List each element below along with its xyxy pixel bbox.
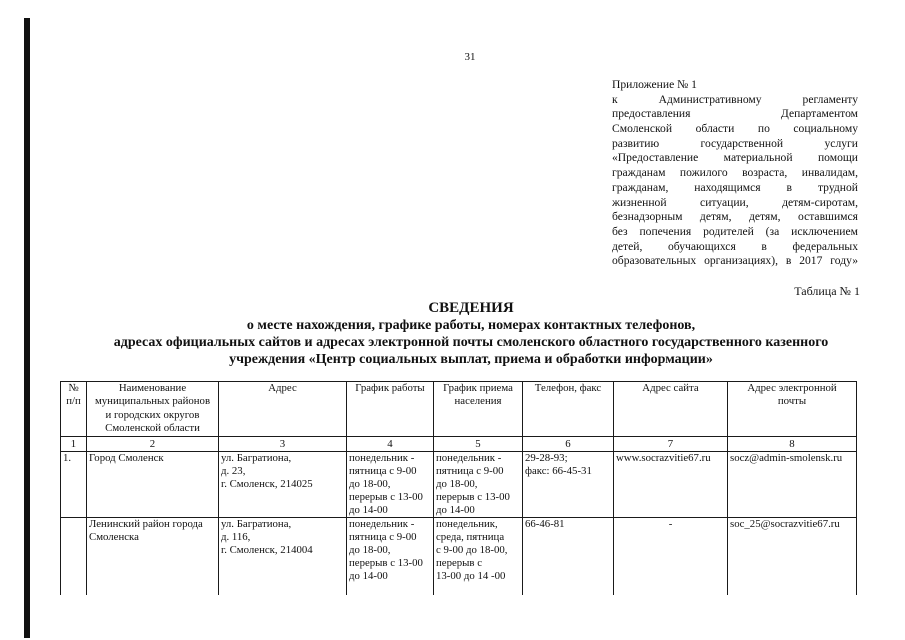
header-number: № п/п	[61, 382, 87, 437]
column-number: 7	[614, 437, 728, 452]
cell-website: -	[614, 518, 728, 595]
header-email: Адрес электронной почты	[728, 382, 857, 437]
header-address: Адрес	[219, 382, 347, 437]
cell-work-schedule: понедельник - пятница с 9-00 до 18-00, перерыв с 13-00 до 14-00	[347, 518, 434, 595]
appendix-line: Приложение № 1	[612, 78, 697, 91]
header-district-name: Наименование муниципальных районов и городских округов Смоленской области	[87, 382, 219, 437]
column-number: 4	[347, 437, 434, 452]
cell-work-schedule: понедельник - пятница с 9-00 до 18-00, перерыв с 13-00 до 14-00	[347, 452, 434, 518]
info-table	[60, 381, 857, 595]
cell-reception-schedule: понедельник, среда, пятница с 9-00 до 18-00, перерыв с 13-00 до 14 -00	[434, 518, 523, 595]
appendix-line: гражданам, находящимся в трудной	[612, 180, 858, 194]
appendix-line: «Предоставление материальной помощи	[612, 151, 858, 165]
document-subtitle-line: учреждения «Центр социальных выплат, приема и обработки информации»	[229, 352, 713, 367]
header-work-schedule: График работы	[347, 382, 434, 437]
appendix-line: безнадзорным детям, детям, оставшимся	[612, 210, 858, 224]
column-number: 8	[728, 437, 857, 452]
appendix-line: гражданам пожилого возраста, инвалидам,	[612, 166, 858, 180]
column-number: 3	[219, 437, 347, 452]
page-number: 31	[464, 51, 476, 63]
scan-edge-bar	[24, 18, 30, 638]
appendix-line: развитию государственной услуги	[612, 136, 858, 150]
cell-phone: 66-46-81	[523, 518, 614, 595]
table-label: Таблица № 1	[794, 284, 860, 298]
cell-district: Город Смоленск	[87, 452, 219, 518]
appendix-line: Смоленской области по социальному	[612, 122, 858, 136]
appendix-line: к Административному регламенту	[612, 92, 858, 106]
table-row	[61, 518, 857, 595]
document-title: СВЕДЕНИЯ	[428, 300, 514, 316]
cell-district: Ленинский район города Смоленска	[87, 518, 219, 595]
column-number: 6	[523, 437, 614, 452]
document-subtitle-line: адресах официальных сайтов и адресах электронной почты смоленского областного государственного казенного	[113, 335, 829, 350]
column-number: 1	[61, 437, 87, 452]
appendix-line: жизненной ситуации, детям-сиротам,	[612, 195, 858, 209]
cell-email: socz@admin-smolensk.ru	[728, 452, 857, 518]
header-reception-schedule: График приема населения	[434, 382, 523, 437]
cell-reception-schedule: понедельник - пятница с 9-00 до 18-00, перерыв с 13-00 до 14-00	[434, 452, 523, 518]
header-website: Адрес сайта	[614, 382, 728, 437]
appendix-line: детей, обучающихся в федеральных	[612, 239, 858, 253]
cell-phone: 29-28-93; факс: 66-45-31	[523, 452, 614, 518]
column-number: 2	[87, 437, 219, 452]
column-number: 5	[434, 437, 523, 452]
document-subtitle-line: о месте нахождения, графике работы, номерах контактных телефонов,	[246, 318, 696, 333]
cell-address: ул. Багратиона, д. 116, г. Смоленск, 214004	[219, 518, 347, 595]
header-phone-fax: Телефон, факс	[523, 382, 614, 437]
appendix-block	[612, 78, 858, 269]
cell-number: 1.	[61, 452, 87, 518]
document-heading	[71, 300, 871, 368]
cell-email: soc_25@socrazvitie67.ru	[728, 518, 857, 595]
appendix-line: без попечения родителей (за исключением	[612, 224, 858, 238]
cell-website: www.socrazvitie67.ru	[614, 452, 728, 518]
appendix-line: предоставления Департаментом	[612, 107, 858, 121]
column-number-row	[61, 437, 857, 452]
table-row	[61, 452, 857, 518]
cell-number	[61, 518, 87, 595]
cell-address: ул. Багратиона, д. 23, г. Смоленск, 214025	[219, 452, 347, 518]
appendix-line: образовательных организациях), в 2017 году»	[612, 254, 858, 268]
table-header-row	[61, 382, 857, 437]
